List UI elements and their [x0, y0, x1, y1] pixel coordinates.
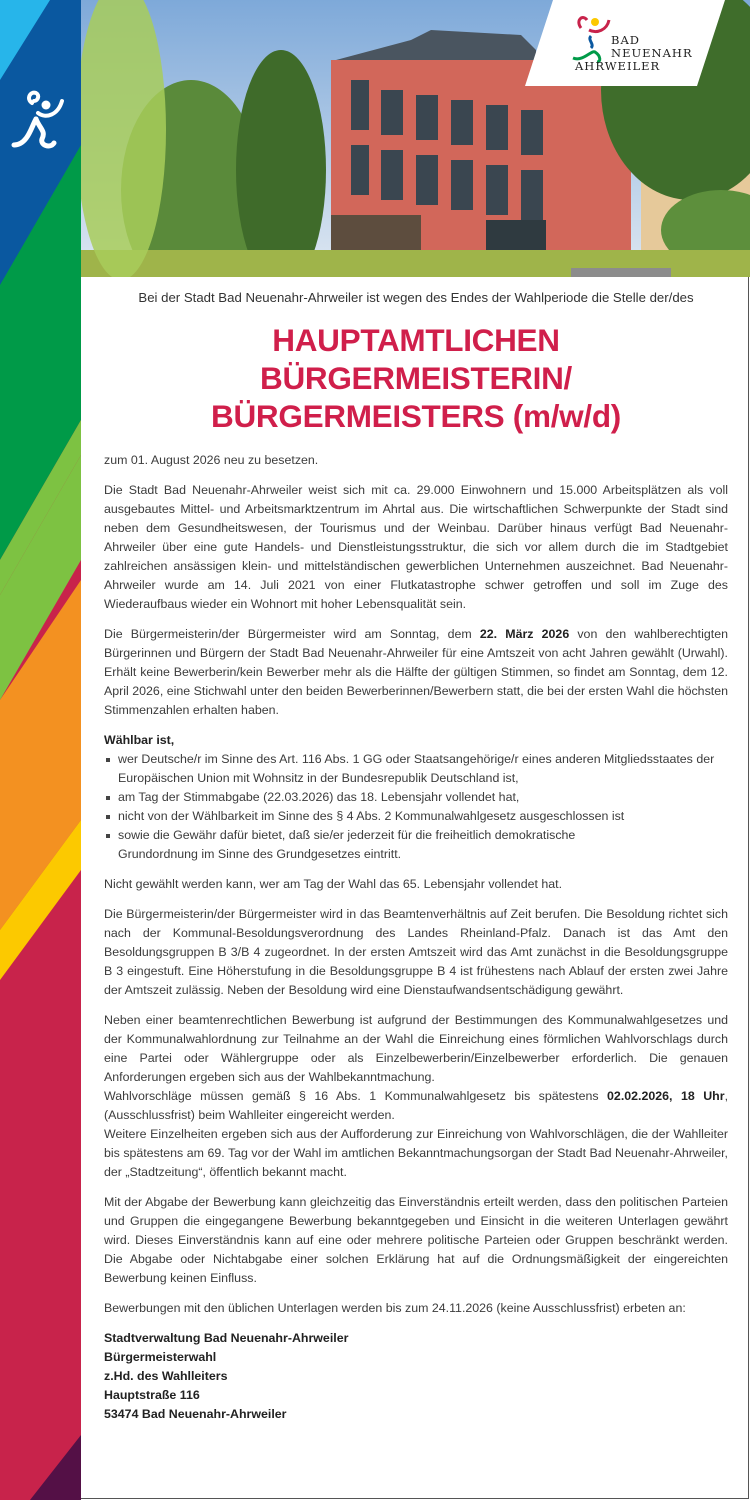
address-line: Bürgermeisterwahl — [104, 1350, 217, 1364]
eligibility-list — [104, 750, 728, 864]
nomination-paragraph — [104, 1011, 728, 1182]
main-content — [104, 288, 728, 1424]
address-line: Hauptstraße 116 — [104, 1388, 200, 1402]
eligibility-heading: Wählbar ist, — [104, 733, 175, 747]
city-description: Die Stadt Bad Neuenahr-Ahrweiler weist sich mit ca. 29.000 Einwohnern und 15.000 Arbeitsplätzen als voll ausgebautes Mittel- und Arbeitsmarktzentrum im Ahrtal aus. Die wirtschaftlichen Schwerpunkte der Stadt sind neben dem Gesundheitswesen, der Tourismus und der Weinbau. Darüber hinaus verfügt Bad Neuenahr-Ahrweiler über eine gute Handels- und Dienstleistungsstruktur, die sich vor allem durch die im Stadtgebiet zahlreichen ansässigen klein- und mittelständischen gewerblichen Unternehmen auszeichnet. Bad Neuenahr-Ahrweiler wurde am 14. Juli 2021 von einer Flutkatastrophe schwer getroffen und soll im Zuge des Wiederaufbaus wieder ein Wohnort mit hoher Lebensqualität sein. — [104, 483, 728, 611]
dancing-figure-icon — [10, 85, 70, 157]
nomination-deadline: 02.02.2026, 18 Uhr — [607, 1089, 725, 1103]
page-title — [104, 321, 728, 435]
logo-line-bad: BAD — [611, 33, 640, 47]
address-line: z.Hd. des Wahlleiters — [104, 1369, 228, 1383]
salary-paragraph: Die Bürgermeisterin/der Bürgermeister wird in das Beamtenverhältnis auf Zeit berufen. Die Besoldung richtet sich nach der Kommunal-Besoldungsverordnung des Landes Rheinland-Pfalz. Danach ist das Amt den Besoldungsgruppen B 3/B 4 zugeordnet. In der ersten Amtszeit wird das Amt zunächst in die Besoldungsgruppe B 3 eingestuft. Eine Höherstufung in die Besoldungsgruppe B 4 ist frühestens nach Ablauf der ersten zwei Jahre der Amtszeit zulässig. Neben der Besoldung wird eine Dienstaufwandsentschädigung gewährt. — [104, 907, 728, 997]
eligibility-item: nicht von der Wählbarkeit im Sinne des § 4 Abs. 2 Kommunalwahlgesetz ausgeschlossen ist — [104, 807, 728, 826]
title-line-1: HAUPTAMTLICHEN — [272, 322, 560, 358]
logo-line-ahrweiler: AHRWEILER — [575, 59, 661, 73]
application-address — [104, 1329, 728, 1424]
city-logo-text — [611, 34, 693, 60]
nomination-details: Weitere Einzelheiten ergeben sich aus der Aufforderung zur Einreichung von Wahlvorschlägen, die der Wahlleiter bis spätestens am 69. Tag vor der Wahl im amtlichen Bekanntmachungsorgan der Stadt Bad Neuenahr-Ahrweiler, der „Stadtzeitung“, öffentlich bekannt macht. — [104, 1127, 728, 1179]
application-deadline-text: Bewerbungen mit den üblichen Unterlagen werden bis zum 24.11.2026 (keine Ausschlussfrist) erbeten an: — [104, 1301, 686, 1315]
election-text-after: von den wahlberechtigten Bürgerinnen und Bürgern der Stadt Bad Neuenahr-Ahrweiler für eine Amtszeit von acht Jahren gewählt (Urwahl). Erhält keine Bewerberin/kein Bewerber mehr als die Hälfte der gültigen Stimmen, so findet am Sonntag, dem 12. April 2026, eine Stichwahl unter den beiden Bewerberinnen/Bewerbern statt, die bei der ersten Wahl die höchsten Stimmenzahlen erhalten haben. — [104, 627, 728, 717]
title-line-2: BÜRGERMEISTERIN/ — [260, 360, 572, 396]
nomination-requirements: Neben einer beamtenrechtlichen Bewerbung ist aufgrund der Bestimmungen des Kommunalwahlgesetzes und der Kommunalwahlordnung zur Teilnahme an der Wahl die Einreichung eines förmlichen Wahlvorschlags durch eine Partei oder Wählergruppe oder als Einzelbewerberin/Einzelbewerber erforderlich. Die genauen Anforderungen ergeben sich aus der Wahlbekanntmachung. — [104, 1013, 728, 1084]
eligibility-item: sowie die Gewähr dafür bietet, daß sie/er jederzeit für die freiheitlich demokratische Grundordnung im Sinne des Grundgesetzes eintritt. — [104, 826, 728, 864]
stripe-graphic — [0, 0, 81, 1500]
address-line: 53474 Bad Neuenahr-Ahrweiler — [104, 1407, 287, 1421]
city-logo-card — [525, 0, 725, 86]
logo-line-neuenahr: NEUENAHR — [611, 46, 693, 60]
title-line-3: BÜRGERMEISTERS (m/w/d) — [211, 398, 621, 434]
town-hall-building-photo — [81, 0, 750, 277]
start-date-text: zum 01. August 2026 neu zu besetzen. — [104, 453, 319, 467]
election-paragraph — [104, 625, 728, 720]
age-limit-text: Nicht gewählt werden kann, wer am Tag der Wahl das 65. Lebensjahr vollendet hat. — [104, 877, 563, 891]
eligibility-item: wer Deutsche/r im Sinne des Art. 116 Abs. 1 GG oder Staatsangehörige/r eines anderen Mitgliedsstaates der Europäischen Union mit Wohnsitz in der Bundesrepublik Deutschland ist, — [104, 750, 728, 788]
election-text-before: Die Bürgermeisterin/der Bürgermeister wird am Sonntag, dem — [104, 627, 480, 641]
address-line: Stadtverwaltung Bad Neuenahr-Ahrweiler — [104, 1331, 349, 1345]
nomination-deadline-before: Wahlvorschläge müssen gemäß § 16 Abs. 1 Kommunalwahlgesetz bis spätestens — [104, 1089, 608, 1103]
intro-text: Bei der Stadt Bad Neuenahr-Ahrweiler ist wegen des Endes der Wahlperiode die Stelle der/des — [138, 290, 694, 305]
election-date: 22. März 2026 — [479, 627, 570, 641]
eligibility-item: am Tag der Stimmabgabe (22.03.2026) das 18. Lebensjahr vollendet hat, — [104, 788, 728, 807]
color-stripe-sidebar — [0, 0, 81, 1500]
nomination-deadline-after: , (Ausschlussfrist) beim Wahlleiter eingereicht werden. — [104, 1089, 729, 1122]
consent-paragraph: Mit der Abgabe der Bewerbung kann gleichzeitig das Einverständnis erteilt werden, dass den politischen Parteien und Gruppen die eingegangene Bewerbung bekanntgegeben und Einsicht in die weiteren Unterlagen gewährt wird. Dieses Einverständnis kann auf eine oder mehrere politische Parteien oder Gruppen beschränkt werden. Die Abgabe oder Nichtabgabe einer solchen Erklärung hat auf die Ordnungsmäßigkeit der eingereichten Bewerbung keinen Einfluss. — [104, 1195, 728, 1285]
